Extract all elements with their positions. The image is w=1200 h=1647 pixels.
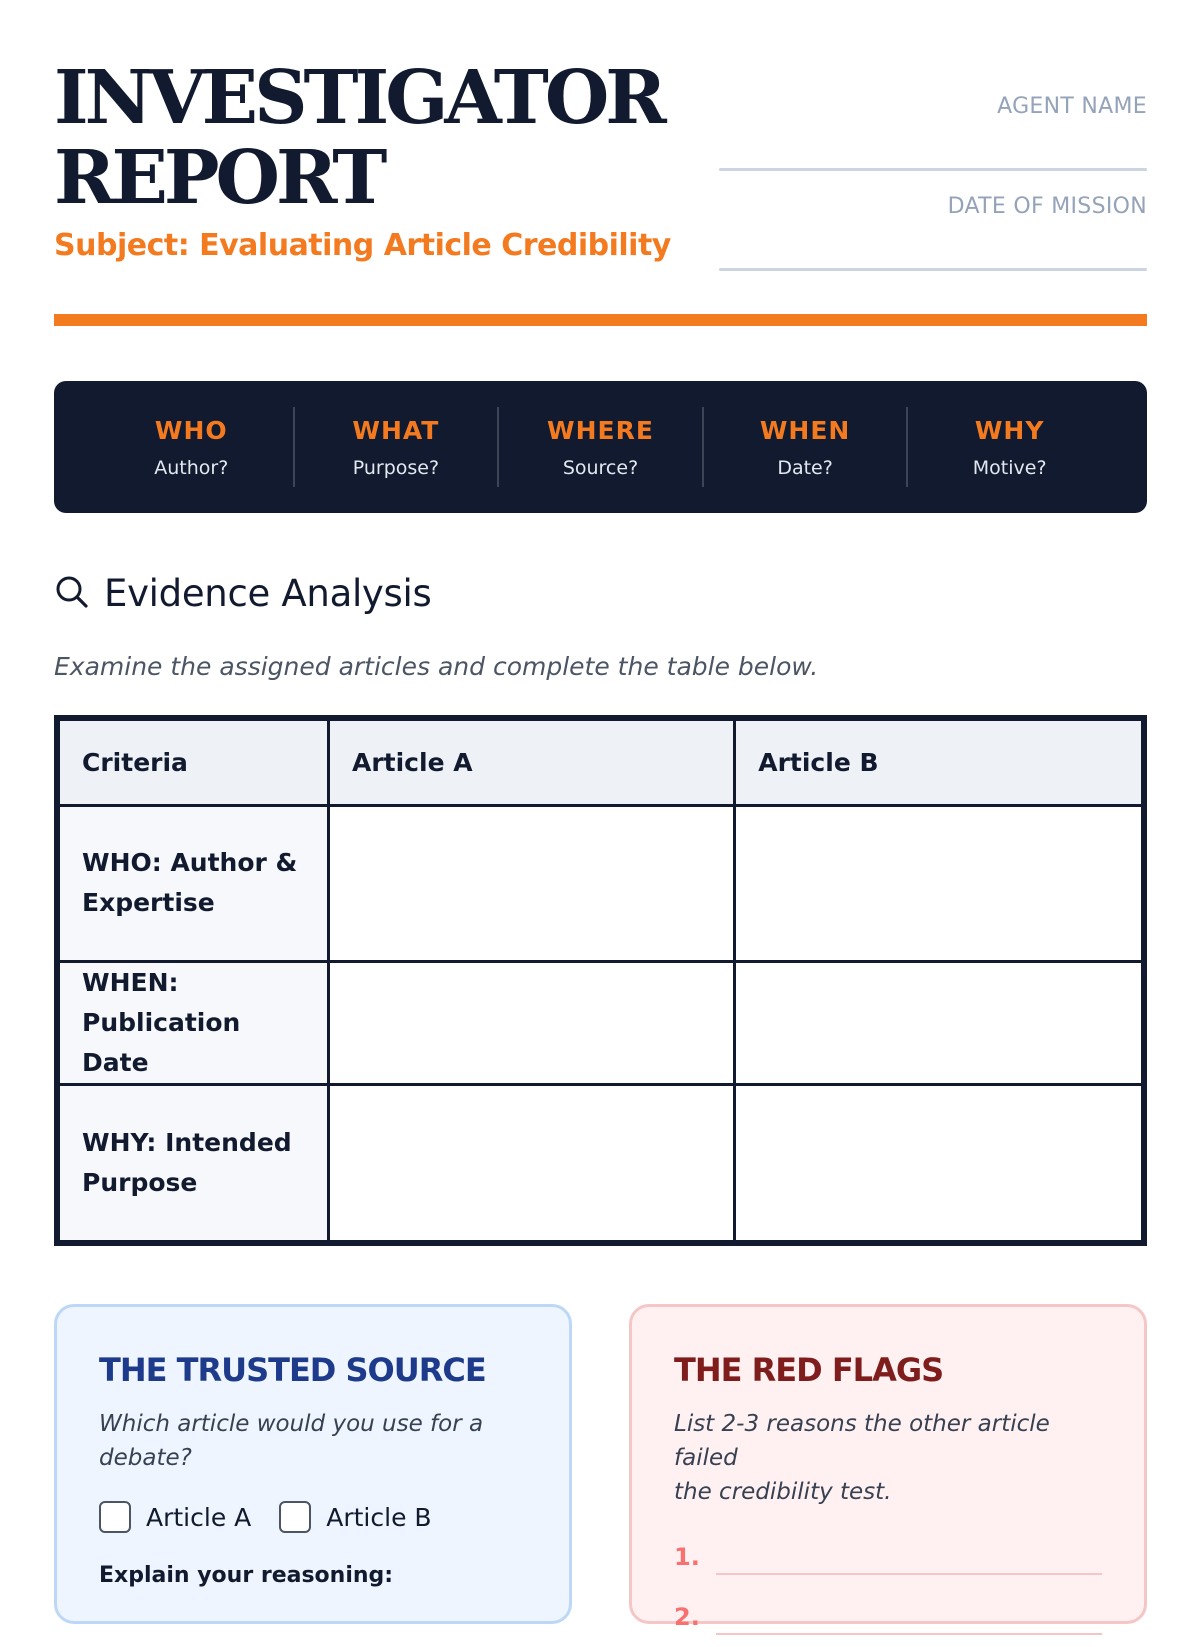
five-w-question: Purpose? bbox=[352, 456, 440, 479]
evidence-instructions: Examine the assigned articles and complete the table below. bbox=[54, 652, 819, 681]
article-a-checkbox[interactable] bbox=[99, 1501, 131, 1533]
agent-name-label: AGENT NAME bbox=[997, 94, 1147, 119]
five-w-heading: WHY bbox=[974, 415, 1045, 445]
article-b-checkbox[interactable] bbox=[279, 1501, 311, 1533]
header-divider bbox=[54, 314, 1147, 326]
five-w-item-why bbox=[906, 407, 1111, 487]
column-header-article-a: Article A bbox=[328, 721, 734, 805]
criteria-line: WHO: Author & bbox=[82, 848, 298, 877]
title-line-2: REPORT bbox=[54, 135, 384, 221]
five-w-item-who bbox=[90, 407, 293, 487]
search-icon bbox=[54, 574, 90, 614]
option-article-a[interactable] bbox=[99, 1501, 251, 1533]
column-header-article-b: Article B bbox=[735, 721, 1141, 805]
five-w-item-where bbox=[497, 407, 702, 487]
criteria-line: Purpose bbox=[82, 1167, 198, 1197]
five-w-heading: WHO bbox=[154, 415, 228, 445]
table-row bbox=[60, 1084, 1141, 1240]
five-w-question: Date? bbox=[777, 456, 833, 479]
flag-number: 1. bbox=[674, 1543, 700, 1571]
article-a-cell[interactable] bbox=[328, 961, 734, 1084]
flag-number: 2. bbox=[674, 1603, 700, 1631]
evidence-table bbox=[54, 715, 1147, 1246]
article-choice-options bbox=[99, 1501, 527, 1533]
date-of-mission-line[interactable] bbox=[719, 268, 1147, 271]
prompt-line: List 2-3 reasons the other article failed bbox=[674, 1411, 1050, 1471]
red-flags-card bbox=[629, 1304, 1147, 1631]
title-line-1: INVESTIGATOR bbox=[54, 55, 663, 141]
five-w-question: Source? bbox=[562, 456, 639, 479]
red-flags-title: THE RED FLAGS bbox=[674, 1351, 944, 1389]
option-label: Article A bbox=[146, 1502, 252, 1532]
evidence-section-heading bbox=[54, 572, 431, 615]
prompt-line: the credibility test. bbox=[674, 1479, 892, 1505]
trusted-source-prompt bbox=[99, 1407, 527, 1475]
flag-answer-line[interactable] bbox=[716, 1633, 1102, 1635]
criteria-line: WHEN: bbox=[82, 967, 179, 997]
list-item bbox=[674, 1527, 1102, 1587]
date-of-mission-label: DATE OF MISSION bbox=[947, 194, 1147, 219]
subject-line: Subject: Evaluating Article Credibility bbox=[54, 228, 671, 263]
date-of-mission-field[interactable] bbox=[719, 194, 1147, 294]
trusted-source-card bbox=[54, 1304, 572, 1624]
red-flags-prompt bbox=[674, 1407, 1102, 1509]
five-w-heading: WHAT bbox=[352, 415, 440, 445]
five-w-item-when bbox=[702, 407, 907, 487]
page-title bbox=[54, 55, 663, 221]
prompt-line: Which article would you use for a bbox=[99, 1411, 484, 1437]
evidence-title: Evidence Analysis bbox=[104, 572, 432, 615]
criteria-line: WHY: Intended bbox=[82, 1127, 292, 1157]
five-w-heading: WHERE bbox=[547, 415, 654, 445]
table-row bbox=[60, 805, 1141, 961]
prompt-line: debate? bbox=[99, 1445, 192, 1471]
report-header bbox=[54, 55, 1147, 328]
article-b-cell[interactable] bbox=[735, 961, 1141, 1084]
five-w-heading: WHEN bbox=[759, 415, 851, 445]
criteria-cell bbox=[60, 961, 328, 1084]
list-item bbox=[674, 1587, 1102, 1647]
article-a-cell[interactable] bbox=[328, 1084, 734, 1240]
criteria-line: Expertise bbox=[82, 888, 215, 917]
agent-name-field[interactable] bbox=[719, 94, 1147, 194]
column-header-criteria: Criteria bbox=[60, 721, 328, 805]
article-a-cell[interactable] bbox=[328, 805, 734, 961]
five-w-question: Author? bbox=[154, 456, 229, 479]
agent-name-line[interactable] bbox=[719, 168, 1147, 171]
option-article-b[interactable] bbox=[279, 1501, 431, 1533]
flag-answer-line[interactable] bbox=[716, 1573, 1102, 1575]
five-w-item-what bbox=[293, 407, 498, 487]
option-label: Article B bbox=[326, 1502, 432, 1532]
article-b-cell[interactable] bbox=[735, 1084, 1141, 1240]
table-row bbox=[60, 961, 1141, 1084]
criteria-line: Publication Date bbox=[82, 1007, 241, 1077]
criteria-cell bbox=[60, 805, 328, 961]
red-flags-list bbox=[674, 1527, 1102, 1647]
five-w-bar bbox=[54, 381, 1147, 513]
table-header-row bbox=[60, 721, 1141, 805]
agent-fields bbox=[719, 94, 1147, 294]
criteria-cell bbox=[60, 1084, 328, 1240]
explain-reasoning-label: Explain your reasoning: bbox=[99, 1563, 394, 1588]
trusted-source-title: THE TRUSTED SOURCE bbox=[99, 1351, 486, 1389]
five-w-question: Motive? bbox=[972, 456, 1047, 479]
article-b-cell[interactable] bbox=[735, 805, 1141, 961]
